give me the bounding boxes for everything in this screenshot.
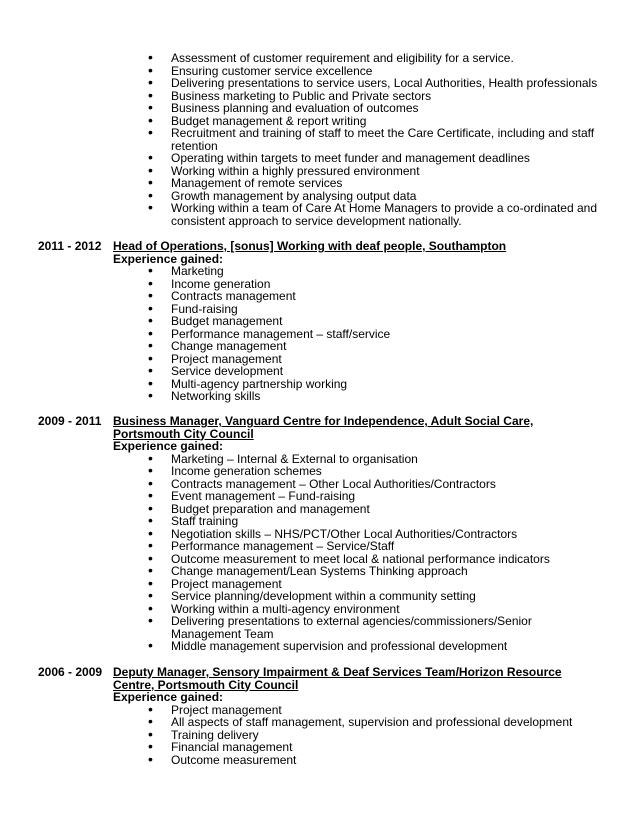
list-item — [0, 387, 638, 403]
list-item — [0, 374, 638, 391]
bullet-icon: • — [148, 74, 153, 90]
list-item-text: Marketing – Internal & External to organisation — [171, 451, 418, 466]
bullet-list — [0, 262, 638, 403]
list-item-text: Income generation schemes — [171, 464, 322, 478]
list-item — [0, 738, 638, 754]
list-item-text: Income generation — [171, 276, 271, 291]
bullet-icon: • — [148, 574, 153, 591]
job-title: Business Manager, Vanguard Centre for Independence, Adult Social Care, Portsmouth City Council — [113, 414, 534, 441]
bullet-icon: • — [148, 287, 153, 303]
list-item-text: Change management/Lean Systems Thinking approach — [171, 564, 468, 578]
bullet-icon: • — [148, 362, 153, 378]
list-item-text: Performance management – Service/Staff — [171, 539, 395, 553]
bullet-icon: • — [148, 387, 153, 403]
experience-label: Experience gained: — [113, 690, 224, 704]
list-item-text: Recruitment and training of staff to meet the Care Certificate, including and staff retention — [171, 126, 595, 153]
list-item — [0, 750, 638, 767]
bullet-icon: • — [148, 700, 153, 717]
list-item-text: Multi-agency partnership working — [171, 376, 348, 391]
list-item-text: Training delivery — [171, 727, 259, 742]
list-item-text: Event management – Fund-raising — [171, 489, 356, 503]
list-item-text: All aspects of staff management, supervision and professional development — [171, 715, 573, 729]
list-item-text: Networking skills — [171, 389, 261, 403]
bullet-icon: • — [148, 149, 153, 165]
bullet-icon: • — [148, 174, 153, 190]
list-item-text: Project management — [171, 351, 282, 366]
list-item-text: Working within a multi-agency environment — [171, 601, 400, 616]
job-section-sensory-impairment — [0, 666, 638, 766]
experience-label: Experience gained: — [113, 439, 224, 453]
job-title: Deputy Manager, Sensory Impairment & Deaf Services Team/Horizon Resource Centre, Portsmouth City Council — [113, 665, 562, 692]
list-item-text: Operating within targets to meet funder and management deadlines — [171, 151, 530, 165]
bullet-icon: • — [148, 738, 153, 754]
list-item-text: Working within a highly pressured environment — [171, 163, 420, 178]
job-title: Head of Operations, [sonus] Working with deaf people, Southampton — [113, 239, 507, 253]
list-item-text: Budget management & report writing — [171, 113, 367, 128]
list-item-text: Financial management — [171, 740, 293, 754]
list-item — [0, 562, 638, 578]
list-item-text: Service planning/development within a community setting — [171, 589, 476, 603]
list-item-text: Budget preparation and management — [171, 501, 370, 516]
bullet-icon: • — [148, 86, 153, 103]
list-item-text: Budget management — [171, 314, 283, 328]
list-item-text: Business planning and evaluation of outcomes — [171, 101, 419, 115]
experience-label: Experience gained: — [113, 251, 224, 266]
bullet-icon: • — [148, 512, 153, 528]
list-item-text: Outcome measurement to meet local & national performance indicators — [171, 551, 550, 566]
list-item-text: Outcome measurement — [171, 752, 297, 767]
bullet-icon: • — [148, 274, 153, 291]
list-item-text: Service development — [171, 364, 284, 378]
bullet-icon: • — [148, 61, 153, 78]
list-item — [0, 725, 638, 742]
bullet-icon: • — [148, 186, 153, 203]
bullet-icon: • — [148, 612, 153, 628]
list-item-text: Delivering presentations to external agencies/commissioners/Senior Management Team — [171, 614, 532, 641]
list-item — [0, 612, 638, 641]
job-section-sonus — [0, 240, 638, 403]
bullet-icon: • — [148, 49, 153, 65]
intro-bullet-list — [0, 49, 638, 228]
bullet-icon: • — [148, 262, 153, 278]
list-item-text: Project management — [171, 702, 282, 717]
list-item-text: Ensuring customer service excellence — [171, 63, 373, 78]
list-item — [0, 124, 638, 153]
list-item-text: Negotiation skills – NHS/PCT/Other Local Authorities/Contractors — [171, 526, 518, 541]
list-item — [0, 324, 638, 341]
bullet-icon: • — [148, 474, 153, 491]
bullet-icon: • — [148, 599, 153, 616]
list-item — [0, 499, 638, 516]
list-item — [0, 274, 638, 291]
bullet-icon: • — [148, 161, 153, 178]
list-item — [0, 337, 638, 353]
bullet-icon: • — [148, 750, 153, 767]
list-item-text: Assessment of customer requirement and eligibility for a service. — [171, 51, 514, 65]
list-item-text: Fund-raising — [171, 301, 238, 316]
list-item — [0, 349, 638, 366]
bullet-icon: • — [148, 99, 153, 115]
bullet-icon: • — [148, 299, 153, 316]
list-item — [0, 262, 638, 278]
list-item-text: Management of remote services — [171, 176, 343, 190]
list-item-text: Business marketing to Public and Private sectors — [171, 88, 432, 103]
bullet-icon: • — [148, 499, 153, 516]
bullet-icon: • — [148, 124, 153, 140]
job-date: 2011 - 2012 — [38, 239, 102, 253]
bullet-list — [0, 49, 638, 228]
bullet-icon: • — [148, 337, 153, 353]
bullet-icon: • — [148, 199, 153, 215]
bullet-icon: • — [148, 524, 153, 541]
list-item-text: Growth management by analysing output data — [171, 188, 417, 203]
bullet-icon: • — [148, 637, 153, 653]
job-date: 2006 - 2009 — [38, 665, 103, 679]
list-item-text: Staff training — [171, 514, 239, 528]
bullet-icon: • — [148, 537, 153, 553]
bullet-icon: • — [148, 562, 153, 578]
list-item — [0, 637, 638, 653]
bullet-icon: • — [148, 324, 153, 341]
bullet-icon: • — [148, 462, 153, 478]
list-item-text: Change management — [171, 339, 287, 353]
list-item — [0, 713, 638, 729]
list-item-text: Project management — [171, 576, 282, 591]
bullet-icon: • — [148, 725, 153, 742]
bullet-icon: • — [148, 713, 153, 729]
job-date: 2009 - 2011 — [38, 414, 102, 428]
list-item — [0, 199, 638, 228]
list-item — [0, 287, 638, 303]
bullet-icon: • — [148, 487, 153, 503]
list-item-text: Contracts management — [171, 289, 296, 303]
list-item-text: Middle management supervision and professional development — [171, 639, 508, 653]
bullet-icon: • — [148, 349, 153, 366]
bullet-list — [0, 700, 638, 767]
list-item-text: Working within a team of Care At Home Managers to provide a co-ordinated and consistent approach to service development nationally. — [171, 201, 597, 228]
bullet-icon: • — [148, 111, 153, 128]
list-item — [0, 299, 638, 316]
bullet-icon: • — [148, 449, 153, 466]
bullet-icon: • — [148, 374, 153, 391]
list-item-text: Marketing — [171, 264, 224, 278]
list-item-text: Performance management – staff/service — [171, 326, 391, 341]
bullet-icon: • — [148, 549, 153, 566]
job-section-vanguard — [0, 415, 638, 653]
list-item-text: Delivering presentations to service users, Local Authorities, Health professionals — [171, 76, 598, 90]
list-item-text: Contracts management – Other Local Authorities/Contractors — [171, 476, 496, 491]
bullet-icon: • — [148, 587, 153, 603]
bullet-icon: • — [148, 312, 153, 328]
bullet-list — [0, 449, 638, 653]
